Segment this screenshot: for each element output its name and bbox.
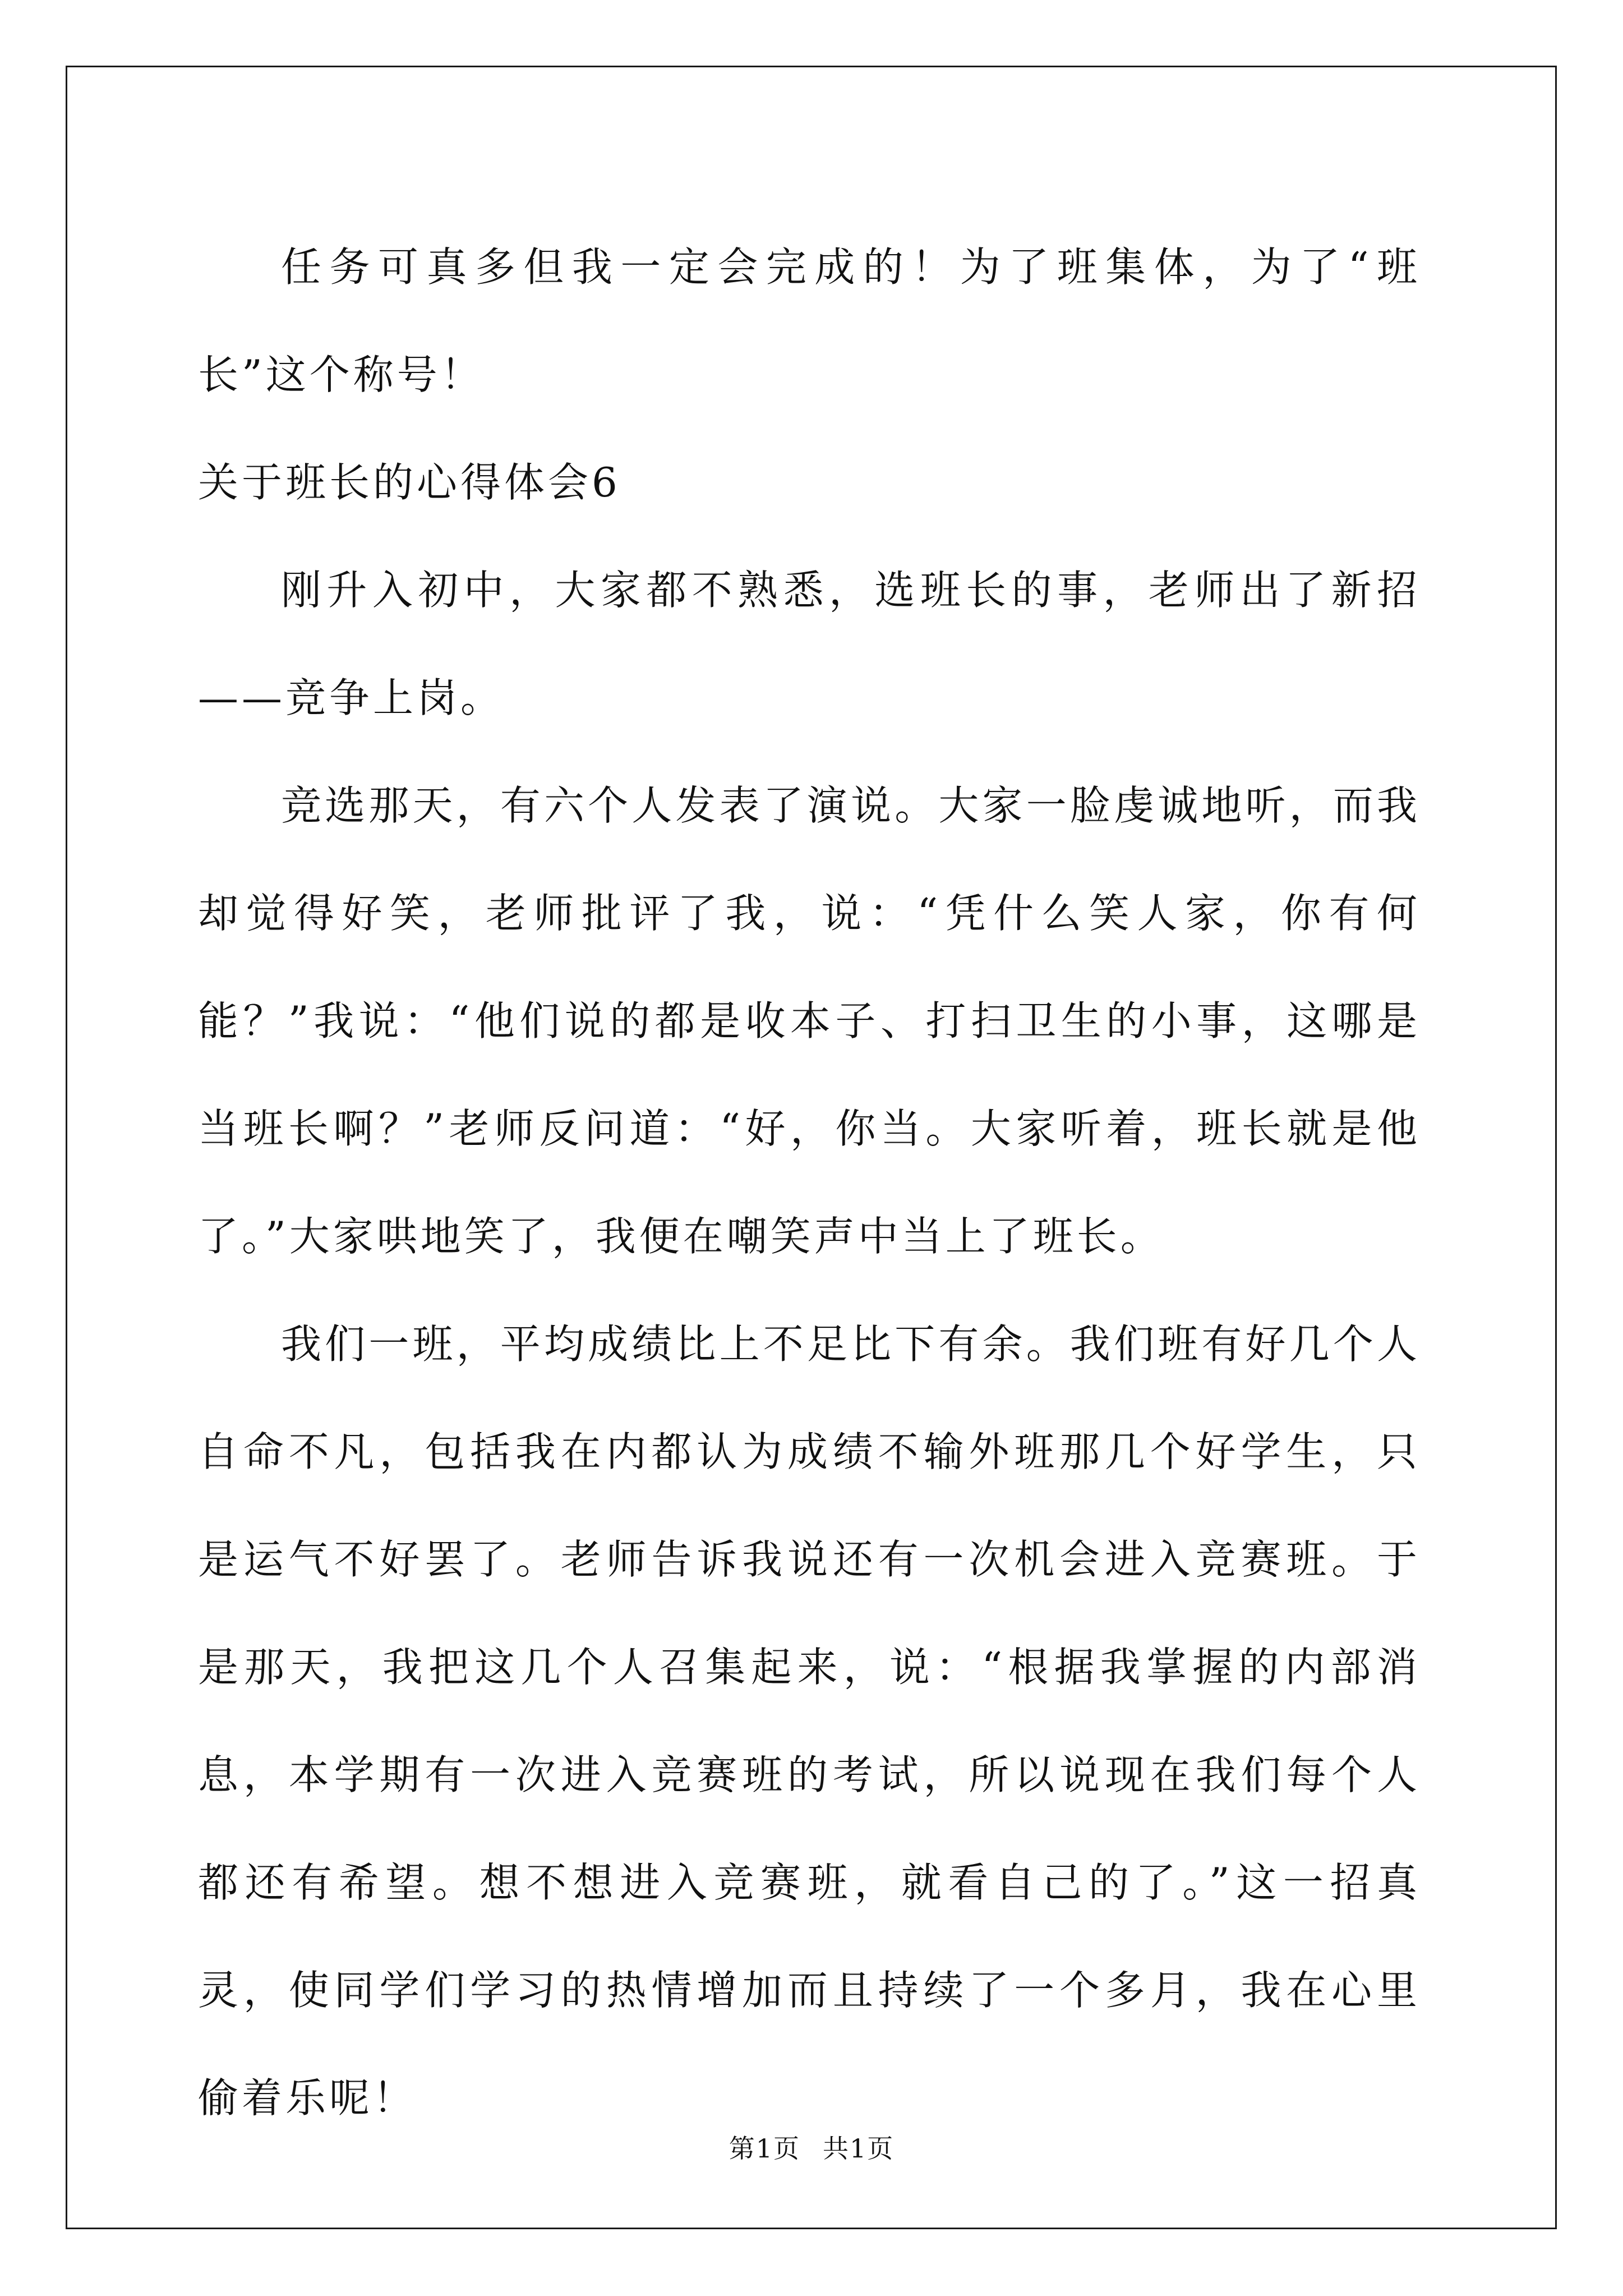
page-number: 第1页 [728, 2133, 800, 2164]
paragraph: 刚升入初中，大家都不熟悉，选班长的事，老师出了新招——竞争上岗。 [198, 567, 1421, 721]
document-body [198, 213, 1421, 2152]
page-total: 共1页 [823, 2133, 895, 2164]
paragraph: 我们一班，平均成绩比上不足比下有余。我们班有好几个人自命不凡，包括我在内都认为成绩不输外班那几个好学生，只是运气不好罢了。老师告诉我说还有一次机会进入竞赛班。于是那天，我把这几个人召集起来，说：“根据我掌握的内部消息，本学期有一次进入竞赛班的考试，所以说现在我们每个人都还有希望。想不想进入竞赛班，就看自己的了。”这一招真灵，使同学们学习的热情增加而且持续了一个多月，我在心里偷着乐呢！ [198, 1320, 1421, 2122]
paragraph: 任务可真多但我一定会完成的！为了班集体，为了“班长”这个称号！ [198, 243, 1421, 398]
section-heading: 关于班长的心得体会6 [198, 459, 621, 506]
paragraph: 竞选那天，有六个人发表了演说。大家一脸虔诚地听，而我却觉得好笑，老师批评了我，说：“凭什么笑人家，你有何能？”我说：“他们说的都是收本子、打扫卫生的小事，这哪是当班长啊？”老师反问道：“好，你当。大家听着，班长就是他了。”大家哄地笑了，我便在嘲笑声中当上了班长。 [198, 782, 1421, 1260]
page-footer [0, 2132, 1623, 2165]
